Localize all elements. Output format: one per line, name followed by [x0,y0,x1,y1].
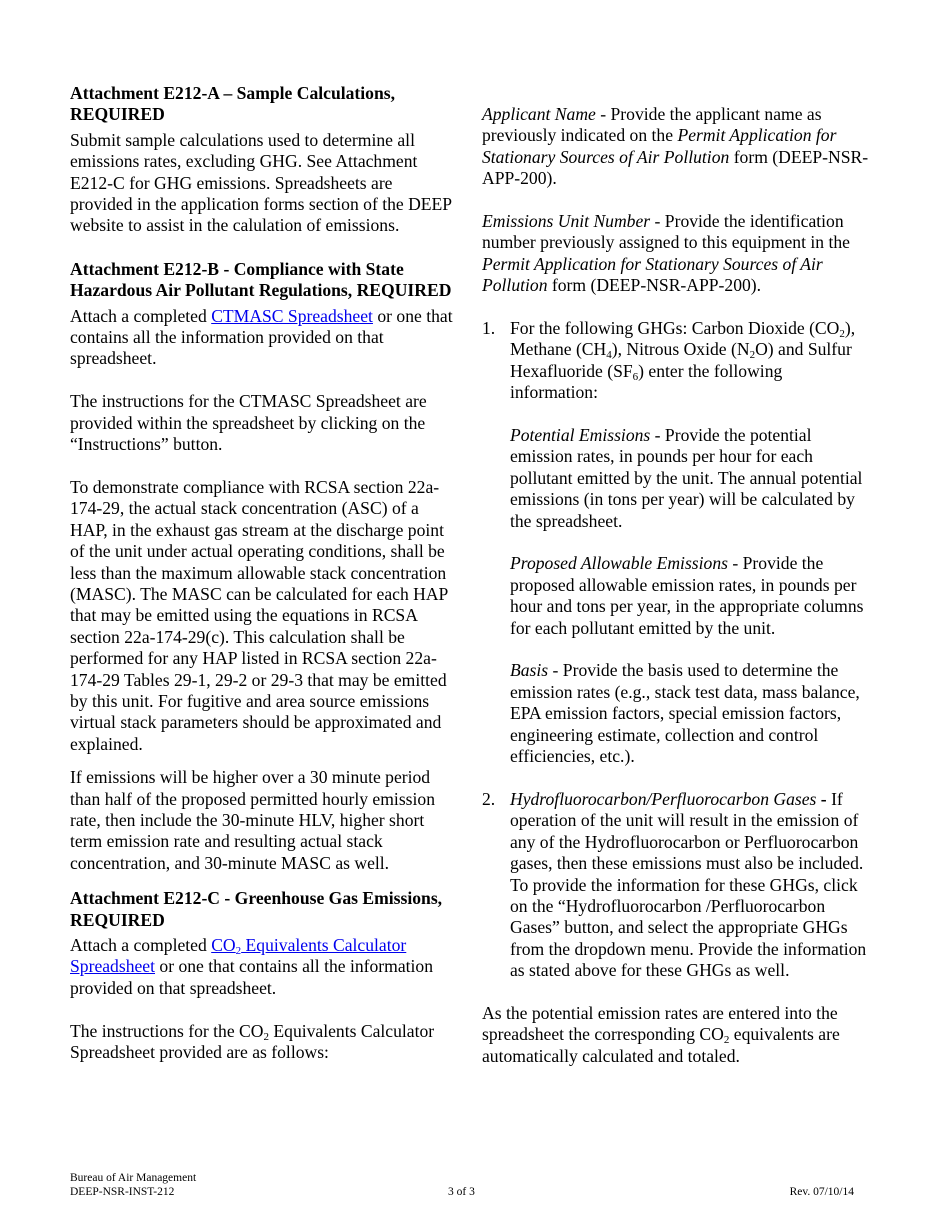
e212b-heading: Attachment E212-B - Compliance with State Hazardous Air Pollutant Regulations, REQUIRED [70,258,452,301]
proposed-allowable-emissions: Proposed Allowable Emissions - Provide the proposed allowable emission rates, in pounds per hour and tons per year, in the appropriate columns for each pollutant emitted by the unit. [510,553,864,638]
footer-rev: Rev. 07/10/14 [789,1185,854,1198]
basis: Basis - Provide the basis used to determine the emission rates (e.g., stack test data, mass balance, EPA emission factors, special emission factors, engineering estimate, collection and control efficiencies, etc.). [510,660,860,767]
ghg-list [482,318,874,982]
potential-emissions: Potential Emissions - Provide the potential emission rates, in pounds per hour for each pollutant emitted by the unit. The annual potential emissions (in tons per year) will be calculated by the spreadsheet. [510,425,863,531]
footer-doc-id: DEEP-NSR-INST-212 [70,1185,175,1198]
e212c-attach: Attach a completed $CO_2$ Equivalents Calculator Spreadsheet or one that contains all the information provided on that spreadsheet. [70,935,434,998]
e212a-body: Submit sample calculations used to determine all emissions rates, excluding GHG. See Attachment E212-C for GHG emissions. Spreadsheets are provided in the application forms section of the DEEP website to assist in the calulation of emissions. [70,129,452,236]
closing-paragraph: As the potential emission rates are entered into the spreadsheet the corresponding $CO_2$ equivalents are automatically calculated and totaled. [482,1002,840,1066]
page-footer [70,1172,854,1199]
applicant-name-instruction: Applicant Name - Provide the applicant name as previously indicated on the Permit Application for Stationary Sources of Air Pollution form (DEEP-NSR-APP-200). [482,104,869,189]
hfc-pfc-gases: Hydrofluorocarbon/Perfluorocarbon Gases - If operation of the unit will result in the emission of any of the Hydrofluorocarbon or Perfluorocarbon gases, then these emissions must also be included. To provide the information for these GHGs, click on the “Hydrofluorocarbon /Perfluorocarbon Gases” button, and select the appropriate GHGs from the dropdown menu. Provide the information as stated above for these GHGs as well. [510,788,867,981]
co2-calculator-link[interactable]: $CO_2$ Equivalents Calculator Spreadsheet [70,935,407,977]
ctmasc-spreadsheet-link[interactable]: CTMASC Spreadsheet [211,305,373,326]
left-column [70,83,454,1085]
list-item: 1. For the following GHGs: Carbon Dioxide $(CO_2)$, Methane $(CH_4)$, Nitrous Oxide $(N_2O)$ and Sulfur Hexafluoride $(SF_6)$ enter the following information: Potential Emissions - Provide the potential emission rates, in pounds per hour for each pollutant emitted by the unit. The annual potential emissions (in tons per year) will be calculated by the spreadsheet. Proposed Allowable Emissions - Provide the proposed allowable emission rates, in pounds per hour and tons per year, in the appropriate columns for each pollutant emitted by the unit. Basis - Provide the basis used to determine the emission rates (e.g., stack test data, mass balance, EPA emission factors, special emission factors, engineering estimate, collection and control efficiencies, etc.). [482,318,874,767]
e212c-heading: Attachment E212-C - Greenhouse Gas Emissions, REQUIRED [70,888,443,930]
e212b-attach: Attach a completed CTMASC Spreadsheet or one that contains all the information provided on that spreadsheet. [70,305,453,369]
footer-bureau: Bureau of Air Management [70,1172,197,1184]
footer-page-number: 3 of 3 [448,1185,475,1198]
list-item: 2. Hydrofluorocarbon/Perfluorocarbon Gases - If operation of the unit will result in the emission of any of the Hydrofluorocarbon or Perfluorocarbon gases, then these emissions must also be included. To provide the information for these GHGs, click on the “Hydrofluorocarbon /Perfluorocarbon Gases” button, and select the appropriate GHGs from the dropdown menu. Provide the information as stated above for these GHGs as well. [482,789,874,982]
e212b-instructions: The instructions for the CTMASC Spreadsheet are provided within the spreadsheet by clicking on the “Instructions” button. [70,391,427,455]
emissions-unit-instruction: Emissions Unit Number - Provide the identification number previously assigned to this equipment in the Permit Application for Stationary Sources of Air Pollution form (DEEP-NSR-APP-200). [482,211,850,296]
ghg-intro: For the following GHGs: Carbon Dioxide $(CO_2)$, Methane $(CH_4)$, Nitrous Oxide $(N_2O)$ and Sulfur Hexafluoride $(SF_6)$ enter the following information: [510,318,856,403]
e212c-instructions: The instructions for the $CO_2$ Equivalents Calculator Spreadsheet provided are as follows: [70,1020,435,1063]
right-column [482,104,874,1089]
e212b-compliance: To demonstrate compliance with RCSA section 22a-174-29, the actual stack concentration (ASC) of a HAP, in the exhaust gas stream at the discharge point of the unit under actual operating conditions, shall be less than the maximum allowable stack concentration (MASC). The MASC can be calculated for each HAP that may be emitted using the equations in RCSA section 22a-174-29(c). This calculation shall be performed for any HAP listed in RCSA section 22a-174-29 Tables 29-1, 29-2 or 29-3 that may be emitted by this unit. For fugitive and area source emissions virtual stack parameters should be approximated and explained. [70,476,448,754]
e212b-higher: If emissions will be higher over a 30 minute period than half of the proposed permitted hourly emission rate, then include the 30-minute HLV, higher short term emission rate and resulting actual stack concentration, and 30-minute MASC as well. [70,767,435,873]
e212a-heading: Attachment E212-A – Sample Calculations, REQUIRED [70,83,395,125]
